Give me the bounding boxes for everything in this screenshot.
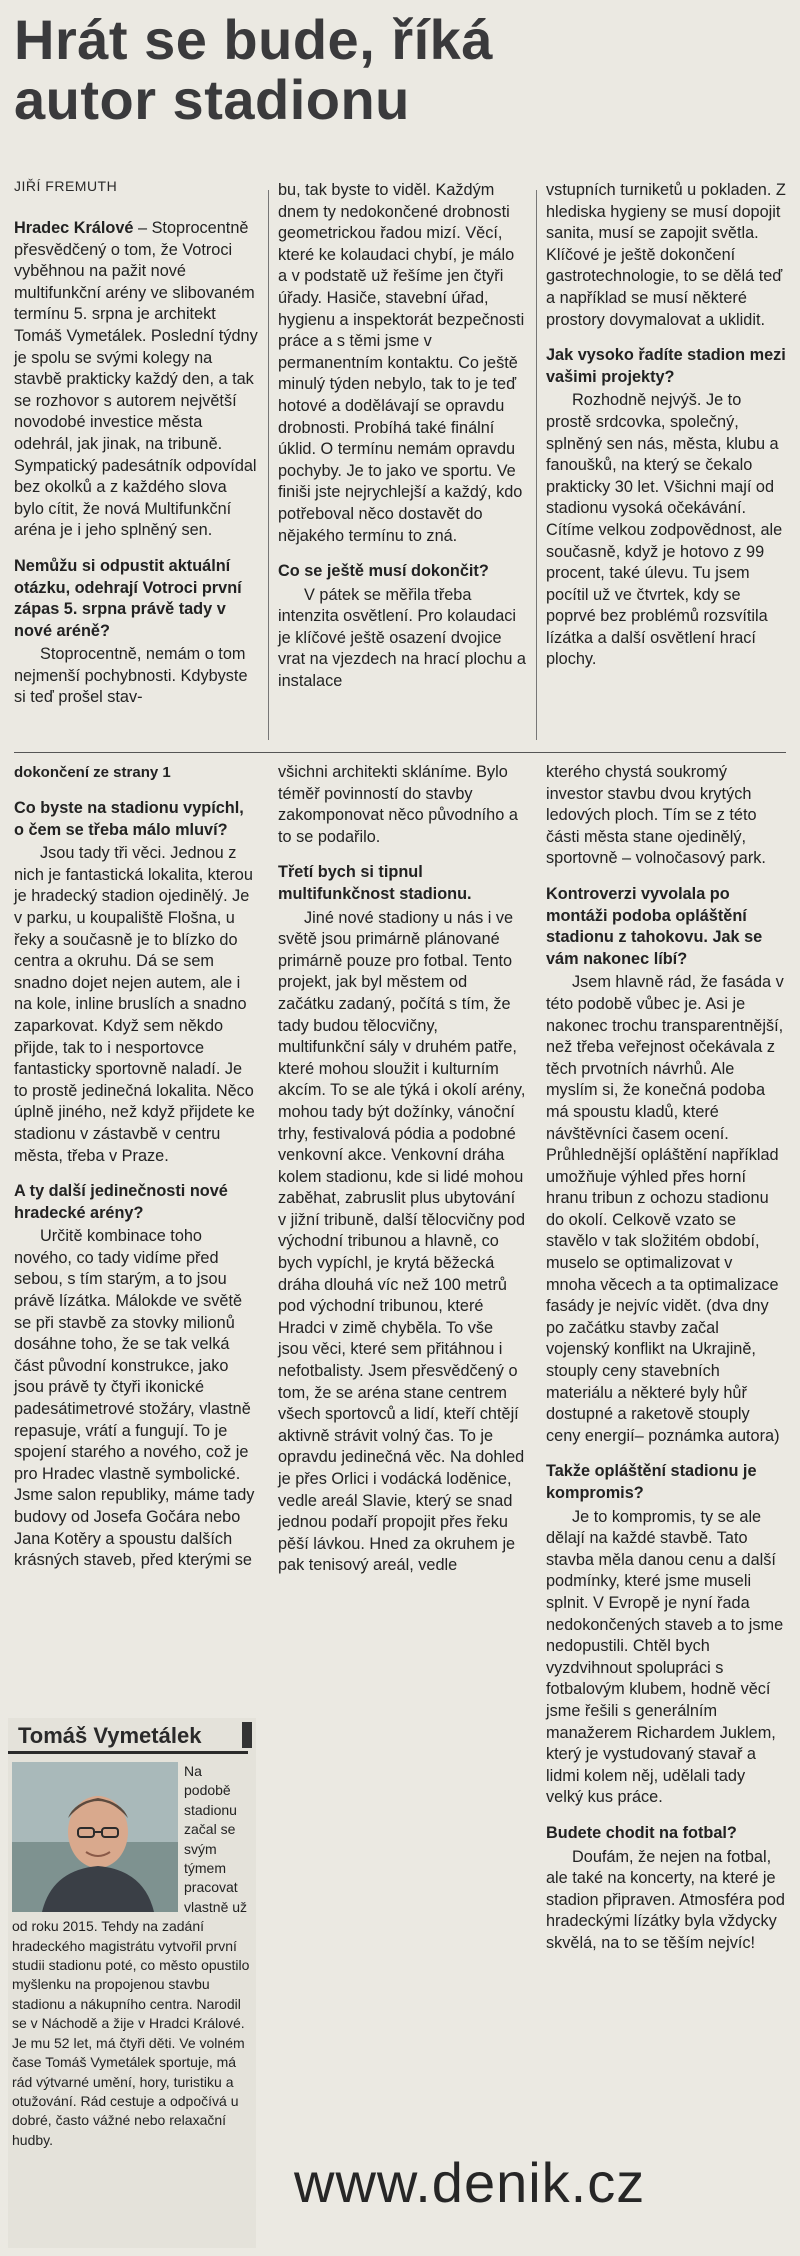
- paragraph-text: Jiné nové stadiony u nás i ve světě jsou primárně plánované primárně pouze pro fotbal. Tento projekt, jak byl městem od začátku zadaný, počítá s tím, že tady budou tělocvičny, multifunkční sály v druhém patře, které mohou sloužit i kulturním akcím. To se ale týká i okolí arény, mohou tady být dožínky, vánoční trhy, festivalová pódia a podobné venkovní akce. Venkovní dráha kolem stadionu, kde si lidé mohou zaběhat, zabruslit plus ubytování v jižní tribuně, další tělocvičny pod východní tribunou a hlavně, co bych vypíchl, je krytá běžecká dráha dlouhá víc než 100 metrů pod východní tribunou, které Hradci v zimě chyběla. To vše jsou věci, které sem přitáhnou i nefotbalisty. Jsem přesvědčený o tom, že se aréna stane centrem všech sportovců a lidí, kteří chtějí aktivně strávit volný čas. To je opravdu jedinečná věc. Na dohled je přes Orlici i vodácká loděnice, vedle areál Slavie, který se snad jednou podaří propojit přes řeku pěší lávkou. Hned za okruhem je pak tenisový areál, vedle: [278, 908, 526, 1575]
- author-photo: [12, 1762, 178, 1912]
- paragraph-text: Stoprocentně, nemám o tom nejmenší pochybnosti. Kdybyste si teď prošel stav-: [14, 645, 248, 707]
- paragraph: [14, 1226, 258, 1572]
- bottom-column-2: [278, 762, 526, 1577]
- paragraph: [278, 180, 526, 547]
- dateline: Hradec Králové: [14, 219, 134, 237]
- question: Nemůžu si odpustit aktuální otázku, odehrají Votroci první zápas 5. srpna právě tady v nové aréně?: [14, 556, 242, 640]
- paragraph-text: Rozhodně nejvýš. Je to prostě srdcovka, společný, splněný sen nás, města, klubu a fanoušků, na který se čekalo prakticky 30 let. Všichni mají od stadionu vysoká očekávání. Cítíme velkou zodpovědnost, ale současně, když je hotovo z 99 procent, také úlevu. Tu jsem pocítil už ve čtvrtek, kdy se poprvé bez problémů rozsvítila lízátka a další osvětlení hrací plochy.: [546, 391, 783, 669]
- paragraph: [546, 180, 786, 331]
- bio-name-text: Tomáš Vymetálek: [18, 1723, 202, 1748]
- column-divider: [536, 190, 537, 740]
- question: Budete chodit na fotbal?: [546, 1823, 737, 1842]
- paragraph: [14, 843, 258, 1167]
- paragraph-text: bu, tak byste to viděl. Každým dnem ty nedokončené drobnosti geometrickou řadou mizí. Věcí, které ke kolaudaci chybí, je málo a v podstatě už řešíme jen čtyři úřady. Hasiče, stavební úřad, hygienu a inspektorát bezpečnosti práce a s těmi jsme v permanentním kontaktu. Co ještě minulý týden nebylo, tak to je teď hotové a dodělávají se opravdu drobnosti. Probíhá také finální úklid. O termínu nemám opravdu pochyby. Je to jako ve sportu. Ve finiši jste nejrychlejší a každý, kdo potřeboval něco dostavět do nějakého termínu to zná.: [278, 181, 525, 545]
- bio-text: Na podobě stadionu začal se svým týmem pracovat vlastně už od roku 2015. Tehdy na zadání hradeckého magistrátu vytvořil první studii stadionu poté, co město opustilo myšlenku na propojenou stavbu stadionu a nákupního centra. Narodil se v Náchodě a žije v Hradci Králové. Je mu 52 let, má čtyři děti. Ve volném čase Tomáš Vymetálek sportuje, má rád výtvarné umění, hory, turistiku a otužování. Rád cestuje a odpočívá u dobré, často vážné nebo relaxační hudby.: [12, 1763, 250, 2148]
- author-bio-box: [8, 1718, 256, 2248]
- paragraph: [278, 762, 526, 848]
- top-column-1: [14, 218, 258, 709]
- bottom-column-1: [14, 784, 258, 1572]
- paragraph-text: V pátek se měřila třeba intenzita osvětlení. Pro kolaudaci je klíčové ještě osazení dvojice vrat na vjezdech na hrací plochu a instalace: [278, 585, 526, 691]
- question: Co byste na stadionu vypíchl, o čem se třeba málo mluví?: [14, 799, 244, 839]
- question: Co se ještě musí dokončit?: [278, 562, 489, 581]
- top-column-2: [278, 180, 526, 693]
- paragraph: [546, 390, 786, 671]
- paragraph-text: kterého chystá soukromý investor stavbu dvou krytých ledových ploch. Tím se z této části města stane ojedinělý, sportovně – volnočasový park.: [546, 763, 766, 868]
- paragraph: [278, 908, 526, 1577]
- bio-title-bar: [242, 1722, 252, 1748]
- paragraph-text: Jsem hlavně rád, že fasáda v této podobě vůbec je. Asi je nakonec trochu transparentnější, než třeba veřejnost očekávala z těch prvotních návrhů. Ale myslím si, že konečná podoba má spoustu kladů, které návštěvníci časem ocení. Průhlednější opláštění například umožňuje výhled přes horní hranu tribun z ochozu stadionu do okolí. Celkově vzato se stavělo v tak složitém období, muselo se optimalizovat v mnoha věcech a ta optimalizace fasády je nejvíc vidět. (dva dny po začátku stavby začal vojenský konflikt na Ukrajině, stouply ceny stavebních materiálu a některé byly hůř dostupné a raketově stouply ceny energií– poznámka autora): [546, 973, 784, 1445]
- section-divider: [14, 752, 786, 753]
- byline: JIŘÍ FREMUTH: [14, 178, 118, 194]
- paragraph-text: všichni architekti skláníme. Bylo téměř povinností do stavby zakomponovat něco původního a to se podařilo.: [278, 763, 518, 846]
- paragraph-text: Určitě kombinace toho nového, co tady vidíme před sebou, s tím starým, a to jsou právě lízátka. Málokde ve světě se při stavbě za stovky milionů dosáhne toho, že se tak velká část původní konstrukce, jako jsou právě ty čtyři ikonické padesátimetrové stožáry, vlastně repasuje, vrátí a fungují. To je spojení starého a nového, což je pro Hradec vlastně symbolické. Jsme salon republiky, máme tady budovy od Josefa Gočára nebo Jana Kotěry a spoustu dalších krásných staveb, před kterými se: [14, 1227, 255, 1570]
- question: Takže opláštění stadionu je kompromis?: [546, 1462, 757, 1502]
- paragraph: [546, 1507, 786, 1809]
- paragraph: [546, 762, 786, 870]
- question: Třetí bych si tipnul multifunkčnost stadionu.: [278, 863, 472, 903]
- paragraph: [546, 1847, 786, 1955]
- bio-name: [8, 1718, 248, 1754]
- paragraph-text: – Stoprocentně přesvědčený o tom, že Votroci vyběhnou na pažit nové multifunkční arény ve slibovaném termínu 5. srpna je architekt Tomáš Vymetálek. Poslední týdny je spolu se svými kolegy na stavbě prakticky každý den, a tak se rozhovor s autorem největší novodobé investice města odehrál, jak jinak, na tribuně. Sympatický padesátník odpovídal bez okolků a z každého slova bylo cítit, že nová Multifunkční aréna je i jeho splněný sen.: [14, 219, 258, 540]
- column-divider: [268, 190, 269, 740]
- question: Jak vysoko řadíte stadion mezi vašimi projekty?: [546, 346, 786, 386]
- headline: Hrát se bude, říká autor stadionu: [14, 8, 493, 131]
- website-url: www.denik.cz: [294, 2151, 646, 2214]
- top-column-3: [546, 180, 786, 671]
- bottom-column-3: [546, 762, 786, 1954]
- paragraph: [14, 218, 258, 542]
- paragraph-text: vstupních turniketů u pokladen. Z hlediska hygieny se musí dopojit sanita, musí se zapojit světla. Klíčové je ještě dokončení gastrotechnologie, to se dělá teď a například se musí některé prostory dovymalovat a uklidit.: [546, 181, 786, 329]
- paragraph-text: Jsou tady tři věci. Jednou z nich je fantastická lokalita, kterou je hradecký stadion ojedinělý. Je v parku, u koupaliště Flošna, u řeky a současně je to blízko do centra a okruhu. Dá se sem snadno dojet nejen autem, ale i na kole, inline bruslích a snadno zaparkovat. Když sem někdo přijde, tak to i nesportovce fantasticky sportovně naladí. Je to prostě jedinečná lokalita. Něco úplně jiného, než když přijdete ke stadionu v zástavbě v centru města, třeba v Praze.: [14, 844, 255, 1165]
- paragraph: [546, 972, 786, 1447]
- paragraph: [14, 644, 258, 709]
- author-portrait-image: [12, 1762, 178, 1912]
- paragraph-text: Je to kompromis, ty se ale dělají na každé stavbě. Tato stavba měla danou cenu a další podmínky, které jsme museli splnit. V Evropě je nyní řada nedokončených staveb a to jsme nedopustili. Chtěl bych vyzdvihnout spolupráci s fotbalovým klubem, hodně věcí jsme řešili s generálním manažerem Richardem Juklem, který je vystudovaný stavař a lidmi kolem něj, udělali tady velký kus práce.: [546, 1507, 784, 1807]
- paragraph-text: Doufám, že nejen na fotbal, ale také na koncerty, na které je stadion připraven. Atmosféra pod hradeckými lízátky byla vždycky skvělá, na to se těším nejvíc!: [546, 1847, 785, 1952]
- continued-note: dokončení ze strany 1: [14, 764, 171, 781]
- question: Kontroverzi vyvolala po montáži podoba opláštění stadionu z tahokovu. Jak se vám nakonec líbí?: [546, 884, 763, 968]
- paragraph: [278, 585, 526, 693]
- question: A ty další jedinečnosti nové hradecké arény?: [14, 1182, 228, 1222]
